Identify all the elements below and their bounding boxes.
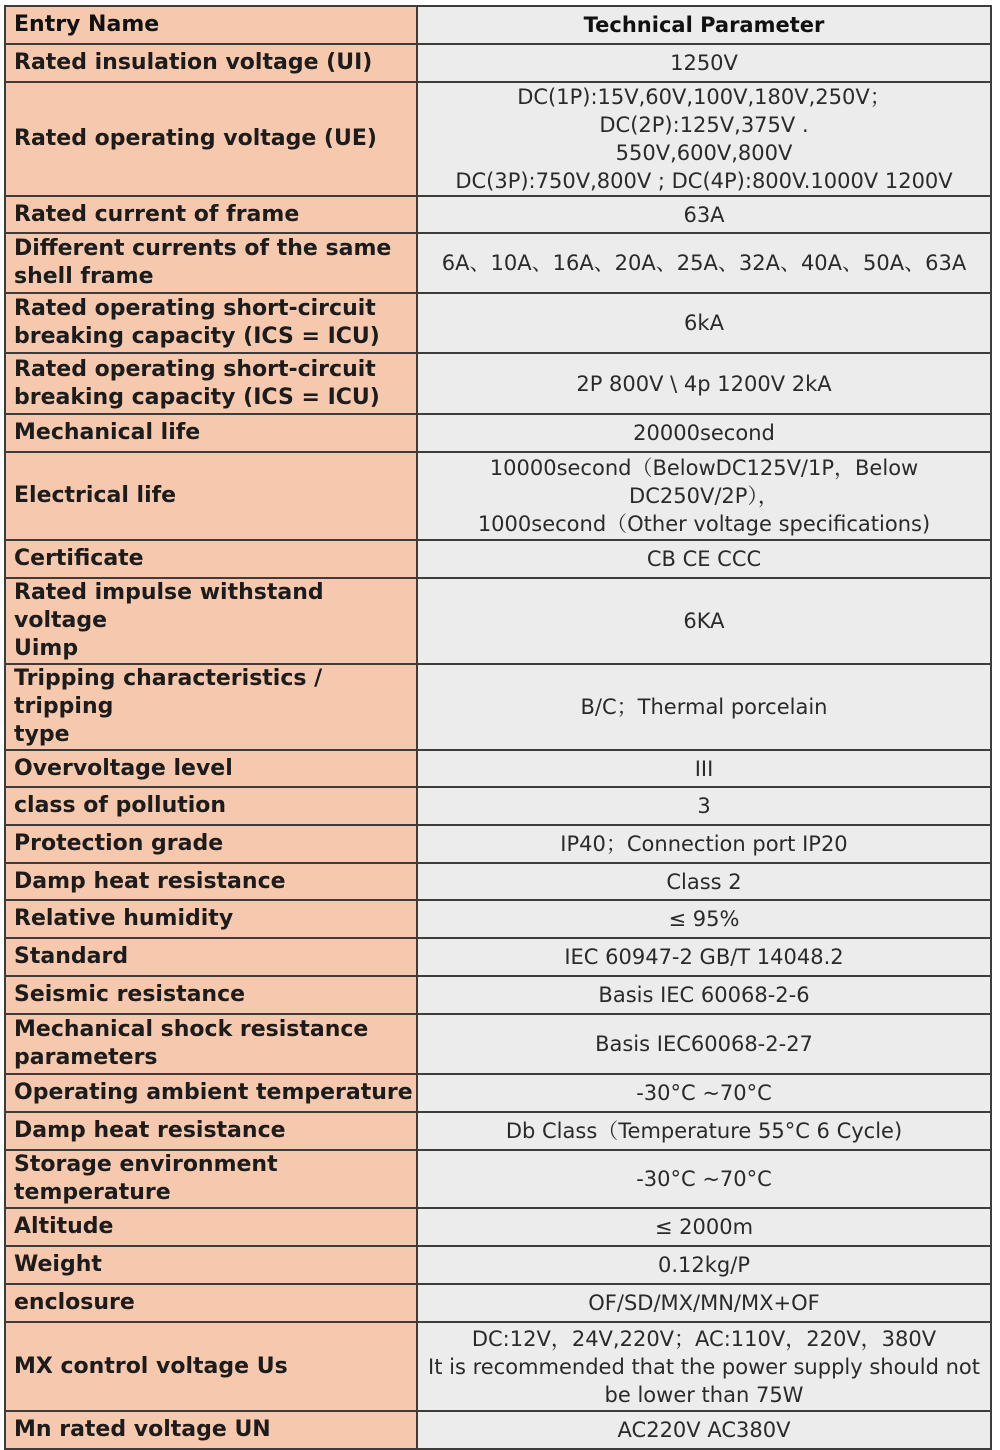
technical-parameter-text: be lower than 75W [604,1382,804,1407]
technical-parameter-cell [417,578,991,664]
table-row [5,196,991,233]
entry-name-text: Rated insulation voltage (UI) [14,50,373,75]
entry-name-text: Mn rated voltage UN [14,1417,271,1442]
entry-name-text: Storage environment temperature [14,1152,278,1205]
technical-parameter-text: 6KA [683,609,725,633]
entry-name-cell [5,938,417,976]
entry-name-text: Overvoltage level [14,755,233,781]
entry-name-text: Weight [14,1252,102,1277]
entry-name-text: Relative humidity [14,906,234,931]
technical-parameter-cell [417,1411,991,1449]
table-row [5,664,991,750]
entry-name-text: Rated operating short-circuit [14,356,376,382]
entry-name-cell [5,1014,417,1074]
entry-name-cell [5,540,417,578]
entry-name-text: shell frame [14,264,154,289]
entry-name-text: Standard [14,944,129,969]
entry-name-text: Mechanical shock resistance [14,1017,369,1042]
table-row [5,787,991,825]
entry-name-cell [5,44,417,82]
entry-name-text: type [14,722,70,747]
entry-name-cell [5,825,417,863]
technical-parameter-cell [417,414,991,452]
technical-parameter-cell [417,1014,991,1074]
entry-name-cell [5,1208,417,1246]
entry-name-text: Uimp [14,636,79,661]
technical-parameter-text: Class 2 [666,869,742,894]
technical-parameter-cell [417,900,991,938]
entry-name-text: breaking capacity (ICS = ICU) [14,384,380,410]
entry-name-cell [5,1322,417,1411]
technical-parameter-text: B/C；Thermal porcelain [580,695,828,719]
technical-parameter-cell [417,1246,991,1284]
technical-parameter-cell [417,353,991,414]
technical-parameter-text: DC250V/2P）， [629,484,779,508]
entry-name-text: class of pollution [14,793,227,818]
technical-parameter-text: 6kA [684,311,724,335]
entry-name-text: Protection grade [14,831,224,856]
technical-parameter-cell [417,44,991,82]
technical-parameter-cell [417,1284,991,1322]
table-row [5,1150,991,1208]
entry-name-text: parameters [14,1045,158,1070]
entry-name-cell [5,863,417,900]
technical-parameter-cell [417,938,991,976]
table-row [5,1208,991,1246]
entry-name-text: Rated operating voltage (UE) [14,126,377,151]
table-row [5,750,991,787]
entry-name-text: enclosure [14,1290,135,1315]
entry-name-cell [5,1074,417,1112]
technical-parameter-text: DC:12V，24V,220V；AC:110V，220V，380V [471,1326,937,1351]
technical-parameter-text: 1250V [670,51,738,75]
entry-name-cell [5,787,417,825]
spec-table [4,5,992,1450]
technical-parameter-text: 3 [697,794,711,818]
table-row [5,938,991,976]
technical-parameter-cell [417,540,991,578]
technical-parameter-cell [417,976,991,1014]
technical-parameter-cell [417,293,991,353]
entry-name-cell [5,82,417,196]
technical-parameter-text: 10000second（BelowDC125V/1P，Below [489,456,919,480]
entry-name-cell [5,1112,417,1150]
technical-parameter-text: It is recommended that the power supply should not [428,1354,980,1379]
technical-parameter-text: IP40；Connection port IP20 [560,832,848,856]
table-row [5,825,991,863]
table-row [5,353,991,414]
entry-name-text: Certificate [14,546,144,571]
entry-name-text: Different currents of the same [14,236,392,261]
table-row [5,900,991,938]
technical-parameter-text: DC(3P):750V,800V ; DC(4P):800V.1000V 1200V [455,169,953,193]
entry-name-cell [5,664,417,750]
technical-parameter-cell [417,1208,991,1246]
entry-name-cell [5,578,417,664]
technical-parameter-text: 2P 800V \ 4p 1200V 2kA [576,371,832,396]
technical-parameter-cell [417,1074,991,1112]
table-row [5,976,991,1014]
entry-name-cell [5,233,417,293]
table-row [5,293,991,353]
header-technical-parameter: Technical Parameter [417,6,991,44]
entry-name-text: Operating ambient temperature [14,1080,413,1105]
entry-name-cell [5,293,417,353]
technical-parameter-text: ≤ 95% [668,907,740,931]
entry-name-cell [5,976,417,1014]
table-row [5,1112,991,1150]
header-entry-name: Entry Name [5,6,417,44]
technical-parameter-cell [417,750,991,787]
entry-name-text: breaking capacity (ICS = ICU) [14,324,380,349]
table-row [5,82,991,196]
table-row [5,863,991,900]
table-row [5,1246,991,1284]
table-row [5,233,991,293]
technical-parameter-cell [417,664,991,750]
technical-parameter-cell [417,82,991,196]
entry-name-cell [5,1284,417,1322]
entry-name-text: Seismic resistance [14,982,246,1007]
table-row [5,540,991,578]
technical-parameter-cell [417,863,991,900]
table-row [5,1014,991,1074]
technical-parameter-text: -30°C ~70°C [636,1081,772,1105]
table-row [5,452,991,540]
technical-parameter-text: -30°C ~70°C [636,1167,772,1191]
technical-parameter-text: III [694,756,714,781]
entry-name-cell [5,414,417,452]
technical-parameter-text: AC220V AC380V [617,1418,791,1442]
technical-parameter-text: 550V,600V,800V [615,141,793,165]
technical-parameter-cell [417,233,991,293]
technical-parameter-text: Basis IEC60068-2-27 [595,1032,813,1056]
entry-name-cell [5,750,417,787]
technical-parameter-text: 63A [683,202,725,227]
technical-parameter-cell [417,1112,991,1150]
entry-name-text: Electrical life [14,483,177,508]
entry-name-text: Damp heat resistance [14,868,286,894]
spec-table-body [5,6,991,1449]
table-row [5,414,991,452]
technical-parameter-text: CB CE CCC [646,547,762,571]
table-row [5,578,991,664]
technical-parameter-cell [417,825,991,863]
table-header-row [5,6,991,44]
entry-name-cell [5,1246,417,1284]
technical-parameter-cell [417,787,991,825]
entry-name-text: MX control voltage Us [14,1353,288,1379]
table-row [5,1284,991,1322]
table-row [5,1322,991,1411]
technical-parameter-text: 0.12kg/P [658,1253,750,1277]
technical-parameter-text: 6A、10A、16A、20A、25A、32A、40A、50A、63A [441,251,967,275]
technical-parameter-cell [417,196,991,233]
technical-parameter-text: DC(1P):15V,60V,100V,180V,250V； DC(2P):125V,375V . [517,85,891,137]
technical-parameter-text: 20000second [633,421,775,445]
entry-name-cell [5,196,417,233]
technical-parameter-text: Db Class（Temperature 55°C 6 Cycle) [505,1119,903,1143]
table-row [5,1074,991,1112]
table-row [5,44,991,82]
technical-parameter-text: OF/SD/MX/MN/MX+OF [588,1291,820,1315]
technical-parameter-cell [417,1322,991,1411]
technical-parameter-cell [417,1150,991,1208]
entry-name-cell [5,1411,417,1449]
entry-name-text: Tripping characteristics / tripping [14,666,323,719]
entry-name-cell [5,452,417,540]
entry-name-cell [5,1150,417,1208]
entry-name-text: Rated operating short-circuit [14,296,376,321]
technical-parameter-text: IEC 60947-2 GB/T 14048.2 [564,945,844,969]
technical-parameter-text: ≤ 2000m [654,1215,754,1239]
entry-name-text: Rated impulse withstand voltage [14,580,324,633]
entry-name-text: Mechanical life [14,420,201,445]
technical-parameter-text: 1000second（Other voltage specifications) [477,512,931,536]
entry-name-text: Altitude [14,1214,114,1239]
table-row [5,1411,991,1449]
technical-parameter-text: Basis IEC 60068-2-6 [598,983,810,1007]
entry-name-text: Rated current of frame [14,201,300,227]
entry-name-text: Damp heat resistance [14,1118,286,1143]
technical-parameter-cell [417,452,991,540]
entry-name-cell [5,353,417,414]
entry-name-cell [5,900,417,938]
